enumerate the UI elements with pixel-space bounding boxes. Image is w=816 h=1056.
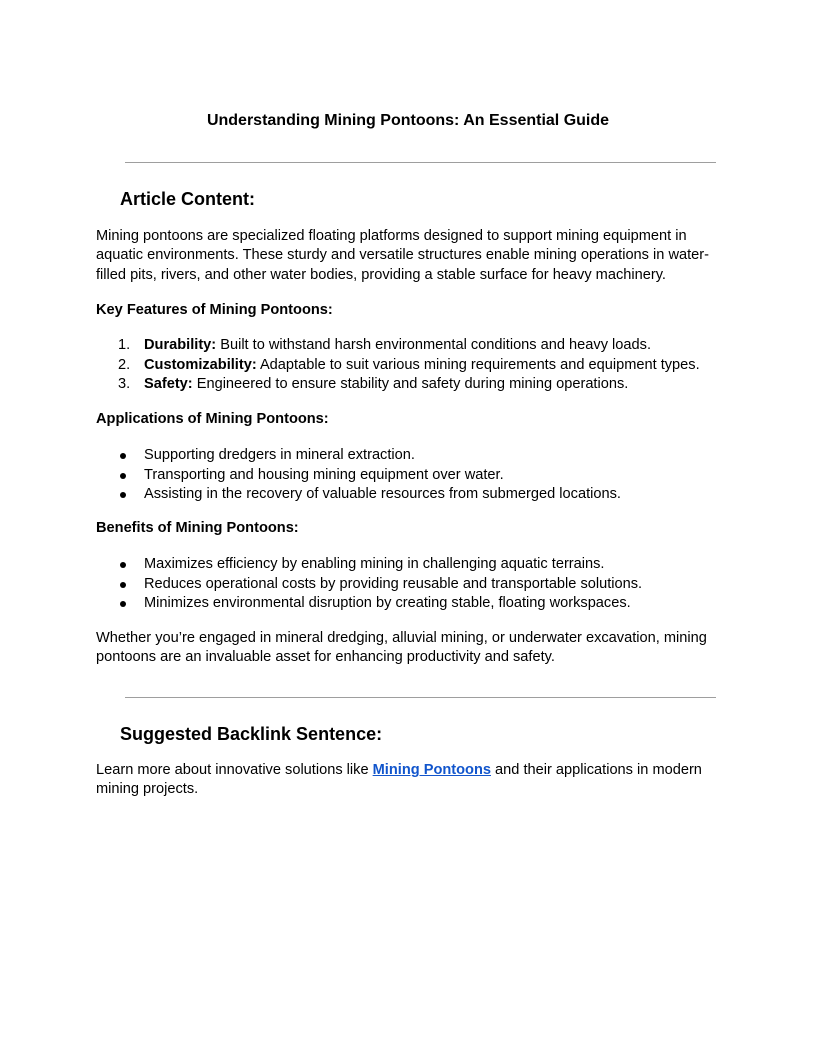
bullet-icon [120,453,126,459]
article-content-heading: Article Content: [120,189,255,209]
bullet-icon [120,562,126,568]
bullet-icon [120,473,126,479]
list-item-text: Reduces operational costs by providing reusable and transportable solutions. [144,575,643,592]
list-item [118,356,700,376]
feature-text: Built to withstand harsh environmental conditions and heavy loads. [216,337,651,353]
list-item-text: Assisting in the recovery of valuable resources from submerged locations. [144,486,621,502]
features-list [118,336,700,395]
applications-list [118,446,621,505]
list-number: 2. [118,356,131,373]
feature-text: Engineered to ensure stability and safety during mining operations. [192,376,629,392]
list-item-text: Maximizes efficiency by enabling mining in challenging aquatic terrains. [144,556,605,572]
bullet-icon [120,582,126,588]
bullet-icon [120,492,126,498]
mining-pontoons-link[interactable]: Mining Pontoons [372,762,491,778]
backlink-heading: Suggested Backlink Sentence: [120,724,383,744]
list-item [118,555,642,575]
list-item [118,446,621,466]
list-item [118,336,700,356]
conclusion-paragraph: Whether you’re engaged in mineral dredging, alluvial mining, or underwater excavation, mining pontoons are an invaluable asset for enhancing productivity and safety. [96,630,707,666]
features-heading: Key Features of Mining Pontoons: [96,302,333,318]
backlink-paragraph [96,761,721,800]
feature-text: Adaptable to suit various mining requirements and equipment types. [256,356,700,373]
list-item-text: Transporting and housing mining equipment over water. [144,466,504,483]
list-item-text: Minimizes environmental disruption by creating stable, floating workspaces. [144,595,631,611]
intro-paragraph: Mining pontoons are specialized floating platforms designed to support mining equipment in aquatic environments. These sturdy and versatile structures enable mining operations in water-filled pits, rivers, and other water bodies, providing a stable surface for heavy machinery. [96,228,709,283]
feature-label: Durability: [144,337,217,353]
list-number: 3. [118,376,131,392]
bullet-icon [120,601,126,607]
feature-label: Customizability: [144,356,257,373]
applications-heading: Applications of Mining Pontoons: [96,411,329,427]
horizontal-rule [125,697,716,698]
list-item [118,375,700,395]
list-item [118,575,642,595]
list-item [118,466,621,486]
backlink-text-before: Learn more about innovative solutions like [96,762,373,778]
list-item [118,594,642,614]
feature-label: Safety: [144,376,193,392]
backlink-text-after: and their applications in modern mining projects. [96,762,702,798]
horizontal-rule [125,162,716,163]
list-item-text: Supporting dredgers in mineral extraction. [144,447,415,463]
list-item [118,485,621,505]
document-title: Understanding Mining Pontoons: An Essential Guide [206,112,610,129]
benefits-list [118,555,642,614]
list-number: 1. [118,337,131,353]
benefits-heading: Benefits of Mining Pontoons: [96,520,299,536]
